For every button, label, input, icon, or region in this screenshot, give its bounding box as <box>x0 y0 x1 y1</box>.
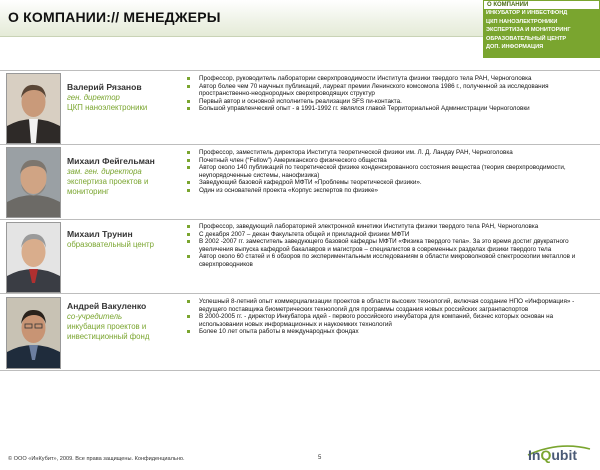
person-name: Андрей Вакуленко <box>67 301 147 311</box>
person-photo <box>6 297 61 369</box>
company-logo <box>528 447 577 463</box>
person-bullets <box>185 149 595 195</box>
person-photo <box>6 73 61 144</box>
divider <box>0 70 600 71</box>
person-role <box>67 93 175 113</box>
portrait-icon <box>7 298 60 368</box>
page-number: 5 <box>318 455 322 461</box>
bullet-item: Один из основателей проекта «Корпус экспертов по физике» <box>185 187 595 195</box>
nav-item-expertise[interactable]: ЭКСПЕРТИЗА И МОНИТОРИНГ <box>486 27 571 34</box>
person-bullets <box>185 75 595 113</box>
nav-item-nanoelectronics[interactable]: ЦКП НАНОЭЛЕКТРОНИКИ <box>486 18 558 25</box>
bullet-item: Большой управленческий опыт - в 1991-1992 гг. являлся главой Территориальной Администрации Черноголовки <box>185 105 595 113</box>
person-bullets <box>185 298 595 336</box>
logo-text-q: Q <box>540 447 552 463</box>
bullet-item: Профессор, руководитель лаборатории сверхпроводимости Института физики твердого тела РАН, Черноголовка <box>185 75 595 83</box>
nav-item-more-info[interactable]: ДОП. ИНФОРМАЦИЯ <box>486 44 544 51</box>
bullet-item: В 2000-2005 гг. - директор Инкубатора идей - первого российского инкубатора для компаний, бизнес которых основан на использовании новых информационных и наукоемких технологий <box>185 313 595 328</box>
section-nav <box>483 0 600 58</box>
bullet-item: Первый автор и основной исполнитель реализации SFS пи-контакта. <box>185 98 595 106</box>
person-bullets <box>185 223 595 269</box>
person-name: Михаил Трунин <box>67 229 133 239</box>
logo-text-in: In <box>528 447 541 463</box>
page-title: О КОМПАНИИ:// МЕНЕДЖЕРЫ <box>8 9 221 25</box>
person-unit: экспертиза проектов и мониторинг <box>67 176 149 196</box>
person-role <box>67 167 175 196</box>
person-title: зам. ген. директора <box>67 167 142 176</box>
person-unit: образовательный центр <box>67 240 154 249</box>
nav-current-section[interactable]: О КОМПАНИИ <box>484 1 599 9</box>
person-name: Михаил Фейгельман <box>67 156 155 166</box>
bullet-item: Автор около 60 статей и 6 обзоров по экспериментальным исследованиям в области микроволновой спектроскопии металлов и сверхпроводников <box>185 253 595 268</box>
bullet-item: С декабря 2007 – декан Факультета общей и прикладной физики МФТИ <box>185 231 595 239</box>
person-title: ген. директор <box>67 93 120 102</box>
bullet-item: Почетный член (“Fellow”) Американского физического общества <box>185 157 595 165</box>
person-name: Валерий Рязанов <box>67 82 142 92</box>
bullet-item: Заведующий базовой кафедрой МФТИ «Проблемы теоретической физики». <box>185 179 595 187</box>
divider <box>0 370 600 371</box>
portrait-icon <box>7 223 60 292</box>
portrait-icon <box>7 148 60 217</box>
person-photo <box>6 147 61 218</box>
divider <box>0 219 600 220</box>
bullet-item: Более 10 лет опыта работы в международных фондах <box>185 328 595 336</box>
person-unit: инкубация проектов и инвестиционный фонд <box>67 321 150 341</box>
nav-item-education[interactable]: ОБРАЗОВАТЕЛЬНЫЙ ЦЕНТР <box>486 35 567 42</box>
person-unit: ЦКП наноэлектроники <box>67 102 148 112</box>
bullet-item: Профессор, заведующий лабораторией электронной кинетики Института физики твердого тела РАН, Черноголовка <box>185 223 595 231</box>
divider <box>0 144 600 145</box>
divider <box>0 293 600 294</box>
bullet-item: В 2002 -2007 гг. заместитель заведующего базовой кафедры МФТИ «Физика твердого тела». За это время достиг двукратного увеличения выпуска кафедрой бакалавров и магистров – специалистов в современных разделах физики твердого тела <box>185 238 595 253</box>
nav-item-incubator[interactable]: ИНКУБАТОР И ИНВЕСТФОНД <box>486 10 568 16</box>
bullet-item: Автор более чем 70 научных публикаций, лауреат премии Ленинского комсомола 1986 г., полученной за исследования пространственно-неоднородных сверхпроводящих структур <box>185 83 595 98</box>
portrait-icon <box>7 74 60 143</box>
logo-text-rest: ubit <box>551 447 577 463</box>
bullet-item: Успешный 8-летний опыт коммерциализации проектов в области высоких технологий, включая создание НПО «Информация» - ведущего поставщика биометрических технологий для программы создания новых российских загранпаспортов <box>185 298 595 313</box>
bullet-item: Автор около 140 публикаций по теоретической физике конденсированного состояния вещества (теория сверхпроводимости, неупорядоченные системы, нанофизика) <box>185 164 595 179</box>
copyright-text: © ООО «ИнКубит», 2009. Все права защищены. Конфиденциально. <box>8 456 185 462</box>
person-role <box>67 240 175 250</box>
person-photo <box>6 222 61 293</box>
person-title: со-учредитель <box>67 312 123 321</box>
bullet-item: Профессор, заместитель директора Института теоретической физики им. Л. Д. Ландау РАН, Черноголовка <box>185 149 595 157</box>
person-role <box>67 312 175 341</box>
